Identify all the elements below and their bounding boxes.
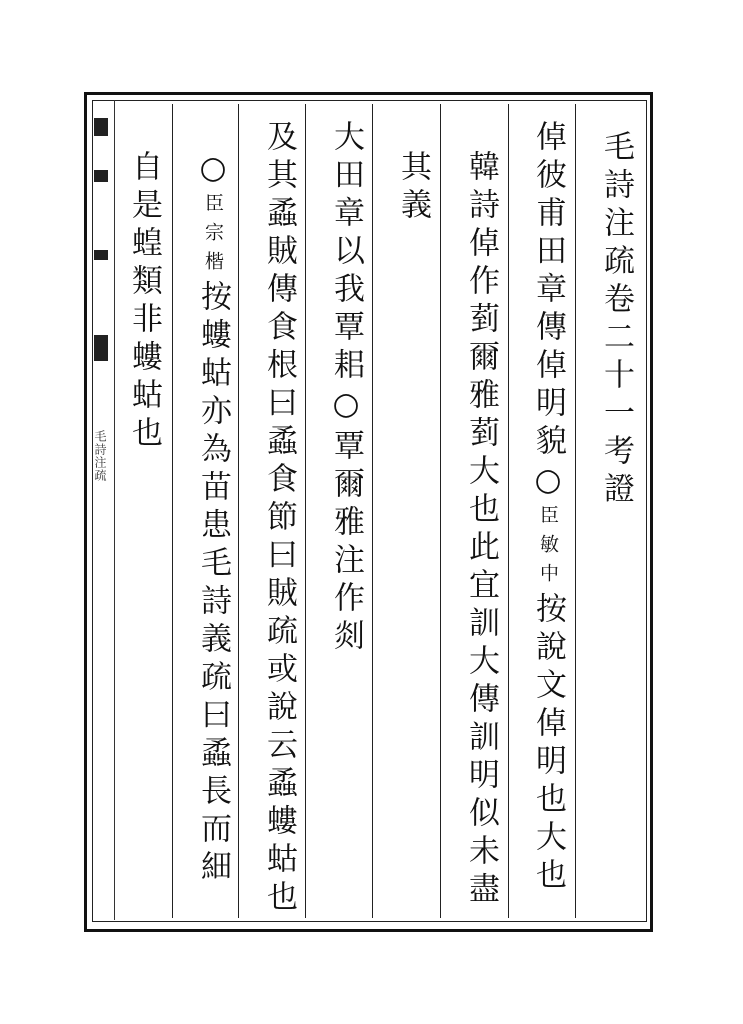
text-column <box>189 150 235 888</box>
column-text: 韓詩倬作菿爾雅菿大也此宜訓大傳訓明似未盡 <box>463 150 499 910</box>
column-rule <box>238 104 239 918</box>
text-column <box>457 150 503 910</box>
text-column <box>120 150 166 454</box>
spine-mark <box>94 335 108 361</box>
text-column <box>524 120 570 896</box>
spine-mark <box>94 170 108 182</box>
book-spine-strip <box>90 100 115 920</box>
column-rule <box>305 104 306 918</box>
column-text: 按說文倬明也大也 <box>530 592 566 896</box>
column-rule <box>440 104 441 918</box>
column-text: 按螻蛄亦為苗患毛詩義疏曰蟊長而細 <box>195 280 231 888</box>
official-note: 臣宗楷 <box>202 193 224 280</box>
text-column <box>389 150 435 226</box>
text-column-title <box>592 130 638 510</box>
column-text: 其義 <box>395 150 431 226</box>
spine-title: 毛詩注疏 <box>93 430 107 482</box>
official-note: 臣敏中 <box>537 505 559 592</box>
circle-marker: ○ <box>195 150 231 193</box>
spine-mark <box>94 250 108 260</box>
text-column <box>255 120 301 918</box>
spine-mark <box>94 118 108 136</box>
column-text: 及其蟊賊傳食根曰蟊食節曰賊疏或說云蟊螻蛄也 <box>261 120 297 918</box>
text-column <box>322 120 368 657</box>
column-text: 倬彼甫田章傳倬明貌○ <box>530 120 566 505</box>
column-rule <box>575 104 576 918</box>
column-text: 大田章以我覃耜○覃爾雅注作剡 <box>328 120 364 657</box>
column-rule <box>508 104 509 918</box>
column-rule <box>372 104 373 918</box>
volume-title: 毛詩注疏卷二十一考證 <box>598 130 634 510</box>
column-rule <box>172 104 173 918</box>
column-text: 自是蝗類非螻蛄也 <box>126 150 162 454</box>
